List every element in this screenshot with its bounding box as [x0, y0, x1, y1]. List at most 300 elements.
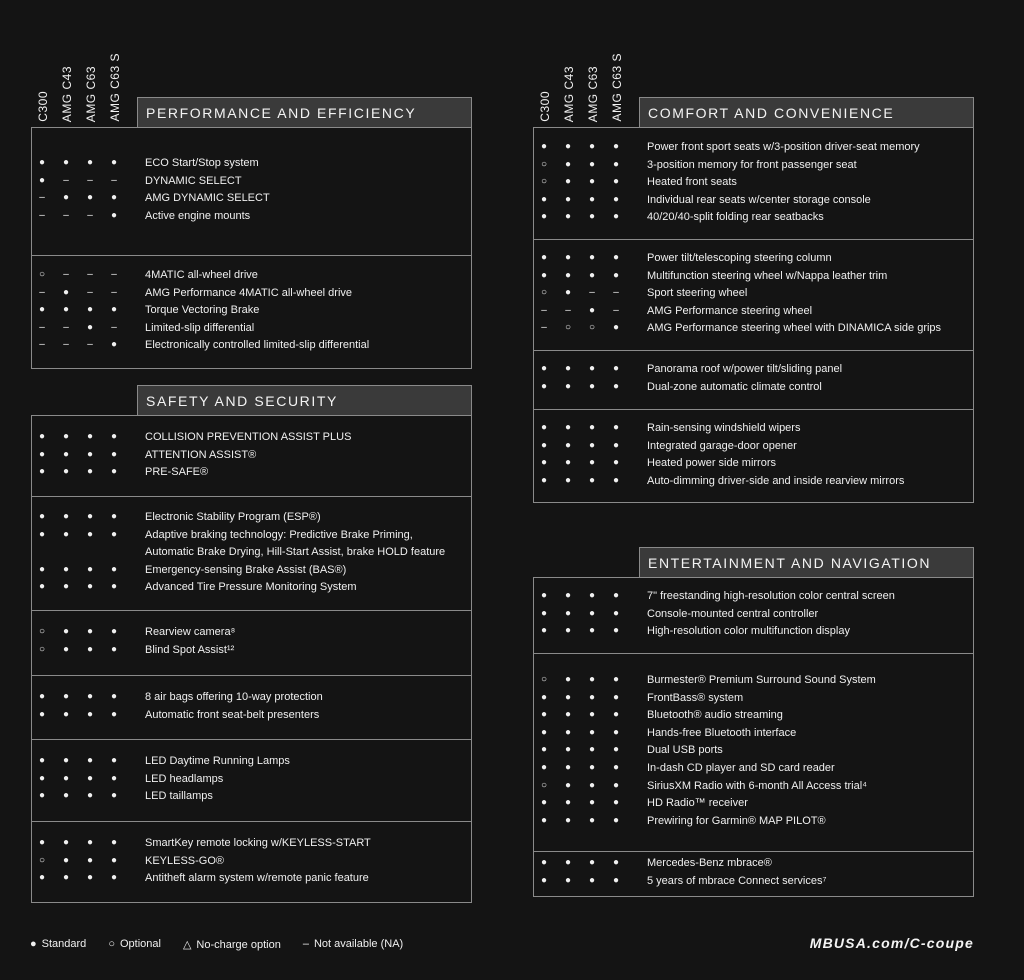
legend-not-available: [303, 938, 403, 951]
standard-icon: ●: [62, 304, 70, 316]
feature-label: Rearview camera⁸: [145, 626, 236, 638]
standard-icon: ●: [588, 252, 596, 263]
standard-icon: ●: [110, 466, 118, 478]
standard-icon: ●: [86, 563, 94, 575]
standard-icon: ●: [62, 691, 70, 702]
not-available-icon: –: [541, 304, 547, 316]
feature-label: Blind Spot Assist¹²: [145, 643, 235, 656]
not-available-icon: –: [589, 287, 595, 299]
standard-icon: ●: [38, 772, 46, 784]
feature-label: Mercedes-Benz mbrace®: [647, 857, 772, 869]
feature-label: 40/20/40-split folding rear seatbacks: [647, 211, 824, 224]
feature-label-continued: Automatic Brake Drying, Hill-Start Assist, brake HOLD feature: [145, 546, 446, 559]
standard-icon: ●: [588, 744, 596, 756]
standard-icon: ●: [612, 457, 620, 469]
standard-icon: ●: [540, 726, 548, 738]
standard-icon: ●: [38, 691, 46, 702]
standard-icon: ●: [612, 874, 620, 886]
not-available-icon: –: [111, 321, 117, 333]
not-available-icon: –: [63, 209, 69, 221]
feature-label: Power tilt/telescoping steering column: [647, 252, 832, 264]
column-header-amg-c63: AMG C63: [84, 65, 98, 122]
section-title: ENTERTAINMENT AND NAVIGATION: [639, 547, 974, 577]
feature-label: AMG Performance steering wheel with DINAMICA side grips: [647, 322, 942, 335]
standard-icon: ●: [564, 709, 572, 721]
standard-icon: ●: [110, 755, 118, 766]
standard-icon: ●: [588, 269, 596, 281]
not-available-icon: –: [87, 174, 93, 186]
feature-label: Individual rear seats w/center storage console: [647, 193, 871, 206]
standard-icon: ●: [540, 474, 548, 486]
optional-icon: ○: [540, 779, 548, 791]
standard-icon: ●: [110, 581, 118, 593]
feature-row: [32, 644, 471, 662]
feature-row: [32, 157, 471, 175]
standard-icon: ●: [564, 193, 572, 205]
optional-icon: ○: [540, 674, 548, 685]
feature-row: [534, 194, 973, 212]
feature-group: [32, 675, 471, 739]
standard-icon: ●: [612, 590, 620, 601]
standard-icon: ●: [540, 607, 548, 619]
standard-icon: ●: [564, 607, 572, 619]
feature-row: [32, 691, 471, 709]
standard-icon: ●: [564, 874, 572, 886]
standard-icon: ●: [612, 211, 620, 223]
standard-icon: ●: [588, 814, 596, 826]
feature-row: [534, 727, 973, 745]
feature-label: KEYLESS-GO®: [145, 854, 225, 867]
standard-icon: ●: [564, 474, 572, 486]
column-header-c300: C300: [36, 91, 50, 122]
column-header-amg-c43: AMG C43: [562, 65, 576, 122]
not-available-icon: –: [87, 209, 93, 221]
standard-icon: ●: [86, 528, 94, 540]
standard-icon: ●: [564, 380, 572, 392]
standard-icon: ●: [612, 607, 620, 619]
feature-label: Electronic Stability Program (ESP®): [145, 511, 321, 523]
standard-icon: ●: [540, 439, 548, 451]
standard-icon: ●: [540, 857, 548, 868]
standard-icon: ●: [612, 709, 620, 721]
feature-label: Limited-slip differential: [145, 321, 255, 334]
standard-icon: ●: [564, 625, 572, 637]
standard-icon: ●: [110, 837, 118, 848]
feature-label: Heated front seats: [647, 176, 737, 189]
standard-icon: ●: [38, 755, 46, 766]
feature-label: FrontBass® system: [647, 691, 744, 704]
not-available-icon: –: [39, 339, 45, 351]
feature-group: [32, 255, 471, 368]
standard-icon: ●: [86, 872, 94, 884]
feature-label: Active engine mounts: [145, 209, 251, 222]
standard-icon: ●: [564, 590, 572, 601]
standard-icon: ●: [564, 457, 572, 469]
standard-icon: ●: [38, 511, 46, 522]
feature-label: LED taillamps: [145, 790, 213, 803]
feature-row: [534, 608, 973, 626]
standard-icon: ●: [588, 457, 596, 469]
standard-icon: ●: [564, 744, 572, 756]
standard-icon: ●: [588, 422, 596, 433]
standard-icon: ●: [110, 192, 118, 204]
standard-icon: ●: [540, 590, 548, 601]
feature-group: [534, 851, 973, 896]
feature-row: [534, 475, 973, 493]
standard-icon: ●: [86, 431, 94, 442]
standard-icon: ●: [588, 674, 596, 685]
standard-icon: ●: [588, 625, 596, 637]
feature-row: [32, 192, 471, 210]
legend-optional: [108, 938, 161, 951]
standard-icon: ●: [62, 854, 70, 866]
standard-icon: ●: [62, 708, 70, 720]
feature-row: [534, 625, 973, 643]
feature-table: [31, 415, 472, 903]
standard-icon: ●: [612, 158, 620, 170]
feature-row: [32, 626, 471, 644]
feature-row: [534, 422, 973, 440]
feature-row: [534, 381, 973, 399]
not-available-icon: –: [541, 322, 547, 334]
standard-icon: ●: [564, 779, 572, 791]
feature-label: In-dash CD player and SD card reader: [647, 762, 835, 774]
standard-icon: ●: [612, 674, 620, 685]
feature-row: [534, 797, 973, 815]
feature-group: [534, 239, 973, 350]
feature-row: [32, 175, 471, 193]
standard-icon: ●: [564, 674, 572, 685]
feature-row: [534, 159, 973, 177]
feature-label: 5 years of mbrace Connect services⁷: [647, 874, 827, 887]
feature-row: [32, 339, 471, 357]
standard-icon: ●: [30, 938, 37, 950]
feature-label: Power front sport seats w/3-position driver-seat memory: [647, 141, 920, 153]
feature-label: Automatic front seat-belt presenters: [145, 708, 320, 721]
standard-icon: ●: [540, 141, 548, 152]
standard-icon: ●: [588, 474, 596, 486]
optional-icon: ○: [38, 643, 46, 655]
standard-icon: ●: [612, 691, 620, 703]
standard-icon: ●: [110, 528, 118, 540]
feature-row: [32, 210, 471, 228]
not-available-icon: –: [111, 174, 117, 186]
feature-label: Rain-sensing windshield wipers: [647, 422, 801, 434]
standard-icon: ●: [86, 192, 94, 204]
standard-icon: ●: [564, 287, 572, 299]
feature-label: Emergency-sensing Brake Assist (BAS®): [145, 563, 347, 576]
feature-row: [534, 305, 973, 323]
legend: [30, 938, 403, 951]
standard-icon: ●: [540, 269, 548, 281]
standard-icon: ●: [612, 814, 620, 826]
optional-icon: ○: [38, 269, 46, 280]
feature-label: 8 air bags offering 10-way protection: [145, 691, 323, 703]
standard-icon: ●: [564, 269, 572, 281]
feature-row: [534, 875, 973, 893]
feature-row: [534, 211, 973, 229]
feature-row: [32, 790, 471, 808]
standard-icon: ●: [612, 439, 620, 451]
optional-icon: ○: [108, 938, 115, 950]
feature-row: [534, 176, 973, 194]
feature-label: Torque Vectoring Brake: [145, 304, 260, 317]
feature-row: [534, 287, 973, 305]
standard-icon: ●: [612, 625, 620, 637]
standard-icon: ●: [110, 643, 118, 655]
standard-icon: ●: [540, 380, 548, 392]
standard-icon: ●: [38, 528, 46, 540]
feature-table: [533, 127, 974, 503]
feature-row: [32, 449, 471, 467]
standard-icon: ●: [588, 193, 596, 205]
standard-icon: ●: [62, 286, 70, 298]
column-header-c300: C300: [538, 91, 552, 122]
feature-row: [534, 270, 973, 288]
not-available-icon: –: [63, 339, 69, 351]
standard-icon: ●: [564, 762, 572, 773]
standard-icon: ●: [110, 431, 118, 442]
column-headers-left: [30, 22, 140, 122]
feature-row: [534, 322, 973, 340]
feature-group: [534, 578, 973, 653]
standard-icon: ●: [110, 209, 118, 221]
feature-row: [32, 269, 471, 287]
feature-row: [534, 709, 973, 727]
standard-icon: ●: [62, 755, 70, 766]
feature-row: [534, 780, 973, 798]
standard-icon: ●: [62, 626, 70, 637]
feature-label: 4MATIC all-wheel drive: [145, 269, 258, 281]
standard-icon: ●: [86, 643, 94, 655]
standard-icon: ●: [62, 643, 70, 655]
feature-label: High-resolution color multifunction display: [647, 625, 850, 638]
standard-icon: ●: [62, 581, 70, 593]
feature-label: DYNAMIC SELECT: [145, 174, 242, 187]
standard-icon: ●: [540, 762, 548, 773]
standard-icon: ●: [612, 141, 620, 152]
standard-icon: ●: [564, 211, 572, 223]
standard-icon: ●: [540, 874, 548, 886]
feature-label: ATTENTION ASSIST®: [145, 448, 257, 461]
standard-icon: ●: [62, 837, 70, 848]
feature-label: AMG DYNAMIC SELECT: [145, 192, 270, 205]
standard-icon: ●: [110, 708, 118, 720]
standard-icon: ●: [38, 837, 46, 848]
standard-icon: ●: [86, 304, 94, 316]
feature-group: [32, 610, 471, 675]
standard-icon: ●: [564, 814, 572, 826]
feature-row: [32, 528, 471, 559]
standard-icon: ●: [38, 872, 46, 884]
standard-icon: ●: [588, 363, 596, 374]
standard-icon: ●: [588, 874, 596, 886]
standard-icon: ●: [540, 625, 548, 637]
standard-icon: ●: [612, 474, 620, 486]
column-header-amg-c43: AMG C43: [60, 65, 74, 122]
feature-label: Antitheft alarm system w/remote panic feature: [145, 872, 369, 885]
feature-label: Electronically controlled limited-slip differential: [145, 339, 370, 352]
feature-group: [534, 409, 973, 502]
feature-group: [32, 739, 471, 821]
feature-row: [32, 709, 471, 727]
optional-icon: ○: [38, 854, 46, 866]
standard-icon: ●: [86, 837, 94, 848]
column-header-amg-c63s: AMG C63 S: [610, 53, 624, 122]
feature-row: [32, 466, 471, 484]
standard-icon: ●: [38, 581, 46, 593]
feature-label: Auto-dimming driver-side and inside rearview mirrors: [647, 474, 905, 487]
legend-no-charge: [183, 938, 281, 951]
feature-group: [534, 350, 973, 409]
standard-icon: ●: [38, 466, 46, 478]
feature-label: SiriusXM Radio with 6-month All Access trial⁴: [647, 779, 867, 792]
feature-row: [32, 511, 471, 529]
feature-row: [534, 440, 973, 458]
standard-icon: ●: [62, 466, 70, 478]
section-title: SAFETY AND SECURITY: [137, 385, 472, 415]
feature-row: [32, 304, 471, 322]
standard-icon: ●: [38, 431, 46, 442]
standard-icon: ●: [612, 779, 620, 791]
standard-icon: ●: [564, 797, 572, 809]
standard-icon: ●: [110, 691, 118, 702]
standard-icon: ●: [110, 872, 118, 884]
standard-icon: ●: [612, 380, 620, 392]
standard-icon: ●: [540, 252, 548, 263]
standard-icon: ●: [62, 511, 70, 522]
standard-icon: ●: [86, 755, 94, 766]
standard-icon: ●: [86, 691, 94, 702]
not-available-icon: –: [63, 174, 69, 186]
feature-label: Hands-free Bluetooth interface: [647, 726, 797, 739]
standard-icon: ●: [540, 709, 548, 721]
feature-row: [534, 857, 973, 875]
feature-row: [32, 431, 471, 449]
standard-icon: ●: [540, 691, 548, 703]
standard-icon: ●: [86, 790, 94, 802]
feature-label: PRE-SAFE®: [145, 466, 209, 479]
standard-icon: ●: [540, 744, 548, 756]
feature-label: Dual-zone automatic climate control: [647, 380, 822, 393]
section-title: PERFORMANCE AND EFFICIENCY: [137, 97, 472, 127]
standard-icon: ●: [62, 157, 70, 168]
feature-group: [32, 821, 471, 902]
section-title: COMFORT AND CONVENIENCE: [639, 97, 974, 127]
standard-icon: ●: [564, 158, 572, 170]
standard-icon: ●: [110, 339, 118, 351]
standard-icon: ●: [588, 211, 596, 223]
standard-icon: ●: [38, 708, 46, 720]
standard-icon: ●: [540, 422, 548, 433]
standard-icon: ●: [612, 762, 620, 773]
standard-icon: ●: [540, 797, 548, 809]
feature-table: [31, 127, 472, 369]
standard-icon: ●: [540, 211, 548, 223]
standard-icon: ●: [588, 141, 596, 152]
column-header-amg-c63: AMG C63: [586, 65, 600, 122]
optional-icon: ○: [38, 626, 46, 637]
standard-icon: ●: [110, 626, 118, 637]
not-available-icon: –: [39, 286, 45, 298]
standard-icon: ●: [86, 448, 94, 460]
feature-row: [534, 141, 973, 159]
feature-label: AMG Performance steering wheel: [647, 304, 813, 317]
optional-icon: ○: [540, 287, 548, 299]
standard-icon: ●: [612, 193, 620, 205]
standard-icon: ●: [564, 726, 572, 738]
standard-icon: ●: [38, 448, 46, 460]
standard-icon: ●: [540, 363, 548, 374]
standard-icon: ●: [588, 857, 596, 868]
standard-icon: ●: [38, 790, 46, 802]
standard-icon: ●: [86, 321, 94, 333]
standard-icon: ●: [588, 590, 596, 601]
standard-icon: ●: [588, 779, 596, 791]
feature-row: [534, 762, 973, 780]
standard-icon: ●: [62, 772, 70, 784]
feature-label: Bluetooth® audio streaming: [647, 709, 783, 722]
feature-label: Burmester® Premium Surround Sound System: [647, 674, 876, 686]
standard-icon: ●: [62, 528, 70, 540]
not-available-icon: –: [39, 192, 45, 204]
feature-row: [32, 755, 471, 773]
standard-icon: ●: [612, 726, 620, 738]
standard-icon: ●: [62, 192, 70, 204]
feature-label: Sport steering wheel: [647, 287, 748, 300]
standard-icon: ●: [612, 744, 620, 756]
feature-row: [534, 457, 973, 475]
standard-icon: ●: [612, 422, 620, 433]
not-available-icon: –: [613, 287, 619, 299]
feature-group: [32, 416, 471, 496]
standard-icon: ●: [540, 457, 548, 469]
feature-group: [534, 128, 973, 239]
feature-label: Heated power side mirrors: [647, 457, 776, 470]
standard-icon: ●: [588, 607, 596, 619]
feature-label: SmartKey remote locking w/KEYLESS-START: [145, 837, 371, 849]
standard-icon: ●: [564, 691, 572, 703]
not-available-icon: –: [63, 269, 69, 280]
standard-icon: ●: [86, 626, 94, 637]
standard-icon: ●: [62, 872, 70, 884]
not-available-icon: –: [87, 269, 93, 280]
not-available-icon: –: [87, 339, 93, 351]
feature-row: [32, 581, 471, 599]
legend-standard-label: Standard: [41, 938, 87, 950]
feature-label: LED headlamps: [145, 772, 224, 785]
standard-icon: ●: [588, 726, 596, 738]
standard-icon: ●: [62, 431, 70, 442]
standard-icon: ●: [612, 363, 620, 374]
standard-icon: ●: [612, 269, 620, 281]
feature-row: [32, 773, 471, 791]
website-url[interactable]: MBUSA.com/C-coupe: [809, 935, 974, 951]
standard-icon: ●: [110, 304, 118, 316]
feature-row: [534, 744, 973, 762]
standard-icon: ●: [86, 511, 94, 522]
not-available-icon: –: [613, 304, 619, 316]
standard-icon: ●: [588, 439, 596, 451]
standard-icon: ●: [62, 448, 70, 460]
standard-icon: ●: [540, 814, 548, 826]
feature-row: [32, 837, 471, 855]
standard-icon: ●: [110, 854, 118, 866]
standard-icon: ●: [612, 176, 620, 188]
standard-icon: ●: [62, 563, 70, 575]
standard-icon: ●: [540, 193, 548, 205]
standard-icon: ●: [110, 511, 118, 522]
